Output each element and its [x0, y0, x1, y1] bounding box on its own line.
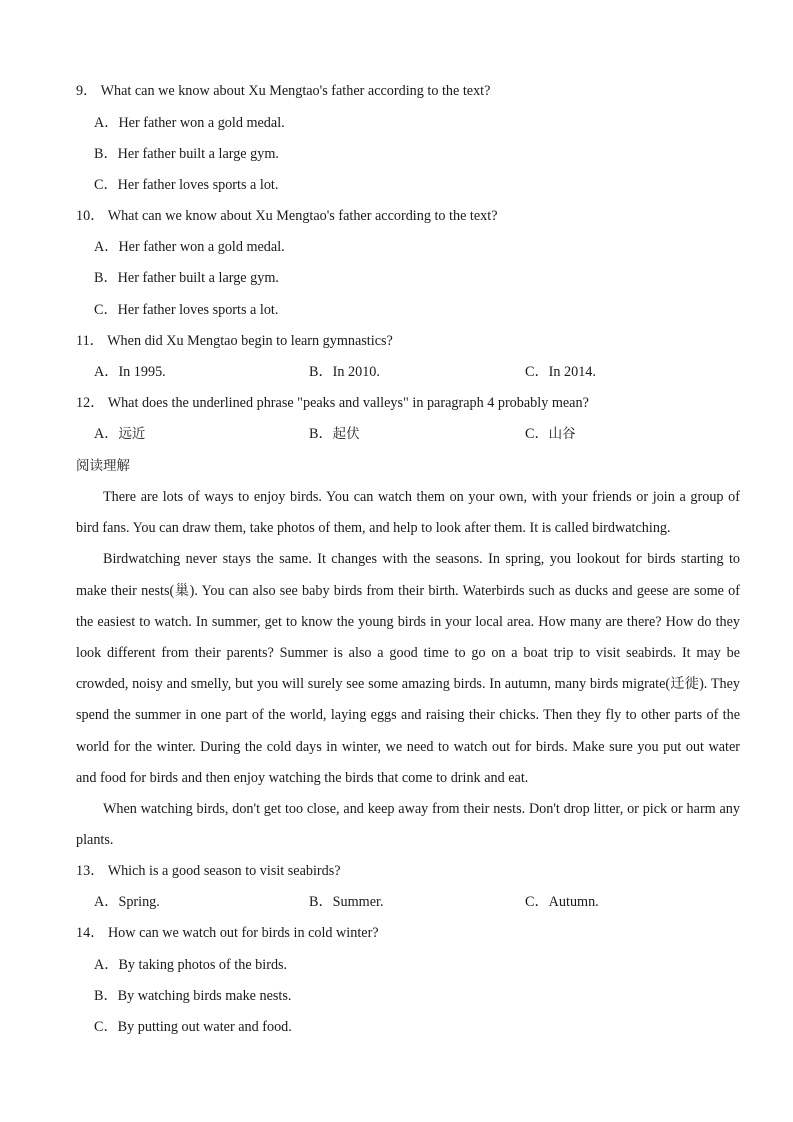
question-text: When did Xu Mengtao begin to learn gymnastics? [107, 333, 393, 349]
option-13b[interactable] [309, 892, 384, 912]
question-14 [76, 923, 379, 943]
option-10c[interactable] [94, 300, 278, 320]
option-10a[interactable] [94, 237, 285, 257]
option-text: Her father won a gold medal. [118, 239, 285, 255]
question-number: 9． [76, 83, 98, 99]
question-number: 13． [76, 863, 105, 879]
question-number: 10． [76, 208, 105, 224]
option-10b[interactable] [94, 268, 279, 288]
option-letter: C． [94, 177, 118, 193]
option-14c[interactable] [94, 1017, 292, 1037]
option-text: Her father built a large gym. [117, 146, 279, 162]
question-13 [76, 861, 341, 881]
option-letter: C． [525, 894, 549, 910]
option-text: By putting out water and food. [117, 1019, 292, 1035]
option-text: Her father won a gold medal. [118, 115, 285, 131]
option-11c[interactable] [525, 362, 596, 382]
option-letter: A． [94, 957, 119, 973]
option-letter: A． [94, 115, 119, 131]
option-text: In 2010. [332, 364, 380, 380]
section-heading: 阅读理解 [76, 458, 130, 474]
option-text: In 1995. [118, 364, 166, 380]
option-text: By watching birds make nests. [117, 988, 292, 1004]
option-letter: B． [94, 146, 118, 162]
option-letter: A． [94, 894, 119, 910]
option-text: By taking photos of the birds. [118, 957, 288, 973]
option-text: 远近 [118, 426, 146, 442]
option-text: In 2014. [548, 364, 596, 380]
question-text: What does the underlined phrase "peaks and valleys" in paragraph 4 probably mean? [107, 395, 589, 411]
option-11a[interactable] [94, 362, 166, 382]
option-letter: A． [94, 239, 119, 255]
option-letter: C． [525, 364, 549, 380]
option-12b[interactable] [309, 424, 360, 444]
option-9b[interactable] [94, 144, 279, 164]
question-12 [76, 393, 589, 413]
option-14b[interactable] [94, 986, 291, 1006]
question-text: How can we watch out for birds in cold winter? [107, 925, 379, 941]
option-letter: A． [94, 364, 119, 380]
option-text: Her father built a large gym. [117, 270, 279, 286]
option-text: Summer. [332, 894, 384, 910]
option-letter: B． [94, 270, 118, 286]
passage-paragraph-1: There are lots of ways to enjoy birds. You can watch them on your own, with your friends or join a group of bird fans. You can draw them, take photos of them, and help to look after them. It is called birdwatching. [76, 489, 740, 537]
option-letter: C． [94, 302, 118, 318]
question-text: Which is a good season to visit seabirds? [107, 863, 341, 879]
option-13a[interactable] [94, 892, 160, 912]
option-text: Her father loves sports a lot. [117, 177, 279, 193]
option-12a[interactable] [94, 424, 145, 444]
option-9a[interactable] [94, 113, 285, 133]
option-text: 山谷 [548, 426, 576, 442]
option-letter: B． [309, 364, 333, 380]
option-12c[interactable] [525, 424, 576, 444]
passage-paragraph-2: Birdwatching never stays the same. It changes with the seasons. In spring, you lookout for birds starting to make their nests(巢). You can also see baby birds from their birth. Waterbirds such as ducks and geese are some of the easiest to watch. In summer, get to know the young birds in your local area. How many are there? How do they look different from their parents? Summer is also a good time to go on a boat trip to visit seabirds. It may be crowded, noisy and smelly, but you will surely see some amazing birds. In autumn, many birds migrate(迁徙). They spend the summer in one part of the world, laying eggs and raising their chicks. Then they fly to other parts of the world for the winter. During the cold days in winter, we need to watch out for birds. Make sure you put out water and food for birds and then enjoy watching the birds that come to drink and eat. [76, 551, 740, 786]
option-text: Spring. [118, 894, 160, 910]
question-text: What can we know about Xu Mengtao's father according to the text? [100, 83, 491, 99]
question-number: 11． [76, 333, 104, 349]
option-text: 起伏 [332, 426, 360, 442]
option-letter: C． [525, 426, 549, 442]
option-14a[interactable] [94, 955, 287, 975]
option-letter: B． [94, 988, 118, 1004]
option-letter: B． [309, 426, 333, 442]
question-number: 14． [76, 925, 105, 941]
reading-passage [76, 482, 740, 856]
question-9 [76, 81, 490, 101]
option-11b[interactable] [309, 362, 380, 382]
question-10 [76, 206, 498, 226]
question-number: 12． [76, 395, 105, 411]
option-letter: C． [94, 1019, 118, 1035]
option-letter: A． [94, 426, 119, 442]
option-9c[interactable] [94, 175, 278, 195]
passage-paragraph-3: When watching birds, don't get too close, and keep away from their nests. Don't drop litter, or pick or harm any plants. [76, 801, 740, 849]
option-13c[interactable] [525, 892, 599, 912]
option-text: Autumn. [548, 894, 599, 910]
option-text: Her father loves sports a lot. [117, 302, 279, 318]
option-letter: B． [309, 894, 333, 910]
question-11 [76, 331, 393, 351]
question-text: What can we know about Xu Mengtao's father according to the text? [107, 208, 498, 224]
